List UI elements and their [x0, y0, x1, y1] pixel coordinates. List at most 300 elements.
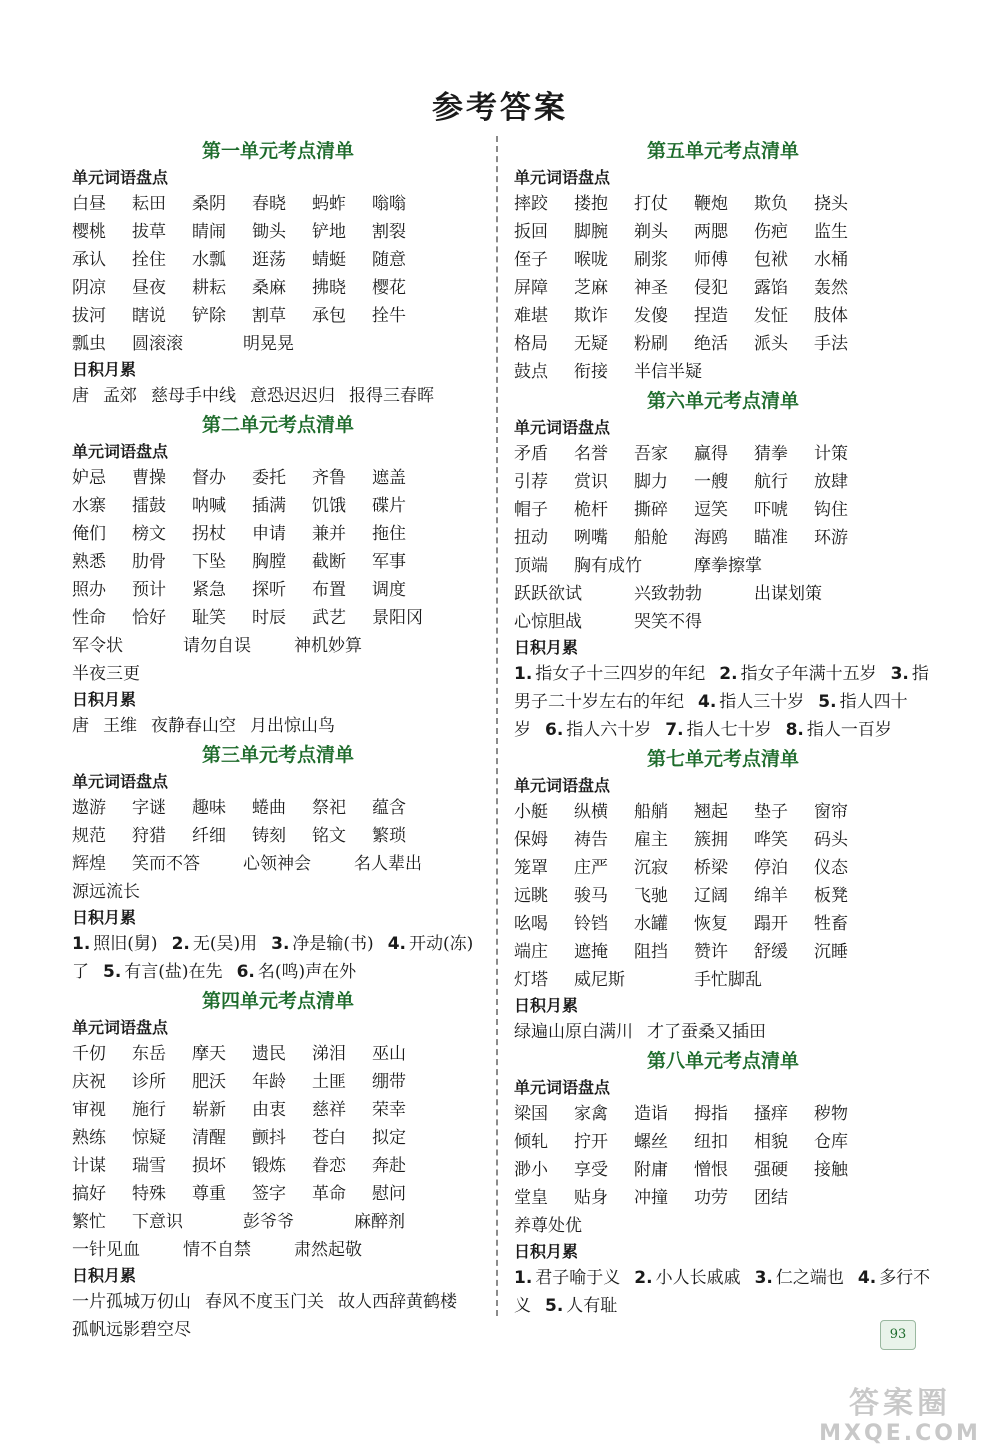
- vocab-word: 清醒: [192, 1128, 226, 1148]
- vocab-word: 性命: [72, 608, 106, 628]
- answer-text: 指人三十岁: [719, 692, 805, 712]
- vocab-word: 武艺: [312, 608, 346, 628]
- watermark-logo: [806, 1386, 994, 1450]
- answer-section: [514, 744, 932, 1046]
- vocab-word: 粉刷: [634, 334, 668, 354]
- column-divider: [496, 136, 498, 1316]
- vocab-word: 刷浆: [634, 250, 668, 270]
- vocab-word: 施行: [132, 1100, 166, 1120]
- vocab-word: 露馅: [754, 278, 788, 298]
- answer-number: 7.: [665, 720, 684, 740]
- vocab-word: 春晓: [252, 194, 286, 214]
- vocab-word: 土匪: [312, 1072, 346, 1092]
- vocab-word: 耘田: [132, 194, 166, 214]
- vocab-word: 申请: [252, 524, 286, 544]
- accumulation-item: 报得三春晖: [349, 386, 434, 406]
- vocab-word: 保姆: [514, 830, 548, 850]
- accumulation-item: 孟郊: [103, 386, 137, 406]
- vocab-word: 扭动: [514, 528, 548, 548]
- vocab-word: 肋骨: [132, 552, 166, 572]
- vocab-word: 放肆: [814, 472, 848, 492]
- vocab-word: 辽阔: [694, 886, 728, 906]
- vocab-word: 插满: [252, 496, 286, 516]
- vocab-word: 损坏: [192, 1156, 226, 1176]
- vocab-word: 养尊处优: [514, 1216, 582, 1236]
- vocab-word: 字谜: [132, 798, 166, 818]
- answer-number: 3.: [754, 1268, 773, 1288]
- vocab-word: 慰问: [372, 1184, 406, 1204]
- vocab-word: 庄严: [574, 858, 608, 878]
- vocab-word: 割裂: [372, 222, 406, 242]
- vocab-word: 源远流长: [72, 882, 140, 902]
- vocab-word: 名誉: [574, 444, 608, 464]
- vocab-word: 名人辈出: [354, 854, 422, 874]
- vocab-word: 摩拳擦掌: [694, 556, 762, 576]
- answer-section: [72, 410, 484, 740]
- vocab-word: 倾轧: [514, 1132, 548, 1152]
- vocab-word: 堂皇: [514, 1188, 548, 1208]
- vocab-word: 哭笑不得: [634, 612, 702, 632]
- answer-text: 指男子二十岁左右的年纪: [514, 664, 929, 712]
- vocab-word: 彭爷爷: [243, 1212, 294, 1232]
- answer-number: 1.: [72, 934, 91, 954]
- section-title: 第二单元考点清单: [201, 414, 354, 436]
- vocab-word: 脚力: [634, 472, 668, 492]
- vocab-word: 樱花: [372, 278, 406, 298]
- vocab-word: 签字: [252, 1184, 286, 1204]
- vocab-word: 欺负: [754, 194, 788, 214]
- accumulation-item: 才了蚕桑又插田: [647, 1022, 766, 1042]
- numbered-answer: [545, 720, 651, 740]
- vocab-word: 仪态: [814, 858, 848, 878]
- vocab-word: 涕泪: [312, 1044, 346, 1064]
- vocab-word: 绷带: [372, 1072, 406, 1092]
- vocab-word: 肃然起敬: [294, 1240, 362, 1260]
- vocab-word: 监生: [814, 222, 848, 242]
- vocab-word: 蹋开: [754, 914, 788, 934]
- answer-text: 有言(盐)在先: [124, 962, 223, 982]
- answer-number: 3.: [271, 934, 290, 954]
- answer-text: 小人长戚戚: [655, 1268, 741, 1288]
- answer-text: 净是输(书): [292, 934, 374, 954]
- vocab-word: 惊疑: [132, 1128, 166, 1148]
- vocab-word: 家禽: [574, 1104, 608, 1124]
- vocab-word: 灯塔: [514, 970, 548, 990]
- vocab-word: 辉煌: [72, 854, 106, 874]
- word-grid: [514, 440, 932, 636]
- vocab-word: 铲地: [312, 222, 346, 242]
- vocab-word: 耕耘: [192, 278, 226, 298]
- vocab-word: 一艘: [694, 472, 728, 492]
- vocab-word: 照办: [72, 580, 106, 600]
- vocab-word: 相貌: [754, 1132, 788, 1152]
- vocab-word: 轰然: [814, 278, 848, 298]
- vocab-word: 祭祀: [312, 798, 346, 818]
- vocab-word: 铭文: [312, 826, 346, 846]
- accumulation-item: 唐: [72, 716, 89, 736]
- vocab-word: 引荐: [514, 472, 548, 492]
- vocab-word: 承认: [72, 250, 106, 270]
- vocab-word: 瓢虫: [72, 334, 106, 354]
- answer-text: 指人四十岁: [514, 692, 908, 740]
- vocab-word: 巫山: [372, 1044, 406, 1064]
- answer-number: 6.: [545, 720, 564, 740]
- vocab-word: 睛闹: [192, 222, 226, 242]
- vocab-word: 繁琐: [372, 826, 406, 846]
- answer-text: 照旧(舅): [93, 934, 158, 954]
- vocab-word: 荣幸: [372, 1100, 406, 1120]
- vocab-word: 一针见血: [72, 1240, 140, 1260]
- word-grid: [72, 464, 484, 688]
- vocab-word: 矛盾: [514, 444, 548, 464]
- answer-number: 2.: [171, 934, 190, 954]
- section-title: 第三单元考点清单: [201, 744, 354, 766]
- vocab-word: 兴致勃勃: [634, 584, 702, 604]
- vocab-word: 水瓢: [192, 250, 226, 270]
- answer-text: 开动(冻)了: [72, 934, 474, 982]
- vocab-word: 拖住: [372, 524, 406, 544]
- vocab-word: 割草: [252, 306, 286, 326]
- vocab-word: 遨游: [72, 798, 106, 818]
- vocab-word: 包袱: [754, 250, 788, 270]
- accumulation-text: [514, 1018, 932, 1046]
- vocab-word: 绝活: [694, 334, 728, 354]
- vocab-word: 庆祝: [72, 1072, 106, 1092]
- vocab-word: 冲撞: [634, 1188, 668, 1208]
- vocab-word: 格局: [514, 334, 548, 354]
- vocab-word: 紧急: [192, 580, 226, 600]
- vocab-word: 阻挡: [634, 942, 668, 962]
- section-title: 第四单元考点清单: [201, 990, 354, 1012]
- vocab-word: 桑麻: [252, 278, 286, 298]
- vocab-word: 恰好: [132, 608, 166, 628]
- vocab-word: 出谋划策: [754, 584, 822, 604]
- vocab-word: 蚂蚱: [312, 194, 346, 214]
- answer-number: 5.: [818, 692, 837, 712]
- word-grid: [514, 1100, 932, 1240]
- vocab-word: 梁国: [514, 1104, 548, 1124]
- vocab-word: 承包: [312, 306, 346, 326]
- answer-section: [514, 386, 932, 744]
- numbered-answer: [172, 934, 258, 954]
- vocab-word: 派头: [754, 334, 788, 354]
- vocab-word: 手忙脚乱: [694, 970, 762, 990]
- word-grid: [514, 190, 932, 386]
- words-heading: 单元词语盘点: [514, 776, 611, 795]
- vocab-word: 端庄: [514, 942, 548, 962]
- vocab-word: 慈祥: [312, 1100, 346, 1120]
- vocab-word: 强硬: [754, 1160, 788, 1180]
- vocab-word: 截断: [312, 552, 346, 572]
- vocab-word: 耻笑: [192, 608, 226, 628]
- answer-text: 指人六十岁: [566, 720, 652, 740]
- vocab-word: 革命: [312, 1184, 346, 1204]
- answer-number: 8.: [785, 720, 804, 740]
- vocab-word: 牲畜: [814, 914, 848, 934]
- numbered-answer: [514, 1268, 620, 1288]
- word-grid: [72, 1040, 484, 1264]
- extra-heading: 日积月累: [514, 638, 579, 657]
- vocab-word: 团结: [754, 1188, 788, 1208]
- vocab-word: 蜷曲: [252, 798, 286, 818]
- answer-number: 1.: [514, 1268, 533, 1288]
- numbered-answer: [514, 664, 705, 684]
- vocab-word: 昼夜: [132, 278, 166, 298]
- vocab-word: 神圣: [634, 278, 668, 298]
- answer-section: [514, 136, 932, 386]
- answer-text: 仁之端也: [775, 1268, 844, 1288]
- vocab-word: 无疑: [574, 334, 608, 354]
- vocab-word: 环游: [814, 528, 848, 548]
- vocab-word: 熟悉: [72, 552, 106, 572]
- words-heading: 单元词语盘点: [72, 772, 169, 791]
- vocab-word: 咧嘴: [574, 528, 608, 548]
- vocab-word: 麻醉剂: [354, 1212, 405, 1232]
- answer-section: [72, 136, 484, 410]
- vocab-word: 享受: [574, 1160, 608, 1180]
- page-number-badge: 93: [880, 1320, 916, 1350]
- vocab-word: 拴牛: [372, 306, 406, 326]
- vocab-word: 海鸥: [694, 528, 728, 548]
- accumulation-item: 绿遍山原白满川: [514, 1022, 633, 1042]
- accumulation-text: [514, 1264, 932, 1320]
- vocab-word: 曹操: [132, 468, 166, 488]
- answer-number: 6.: [236, 962, 255, 982]
- vocab-word: 遮盖: [372, 468, 406, 488]
- accumulation-item: 唐: [72, 386, 89, 406]
- vocab-word: 探听: [252, 580, 286, 600]
- vocab-word: 景阳冈: [372, 608, 423, 628]
- words-heading: 单元词语盘点: [514, 418, 611, 437]
- vocab-word: 胸膛: [252, 552, 286, 572]
- vocab-word: 侄子: [514, 250, 548, 270]
- vocab-word: 附庸: [634, 1160, 668, 1180]
- vocab-word: 簇拥: [694, 830, 728, 850]
- accumulation-item: 慈母手中线: [151, 386, 236, 406]
- vocab-word: 赏识: [574, 472, 608, 492]
- answer-text: 指人一百岁: [806, 720, 892, 740]
- vocab-word: 齐鲁: [312, 468, 346, 488]
- vocab-word: 饥饿: [312, 496, 346, 516]
- vocab-word: 计谋: [72, 1156, 106, 1176]
- vocab-word: 骏马: [574, 886, 608, 906]
- vocab-word: 调度: [372, 580, 406, 600]
- vocab-word: 打仗: [634, 194, 668, 214]
- vocab-word: 摔跤: [514, 194, 548, 214]
- vocab-word: 颤抖: [252, 1128, 286, 1148]
- extra-heading: 日积月累: [72, 1266, 137, 1285]
- accumulation-text: [514, 660, 932, 744]
- vocab-word: 请勿自误: [183, 636, 251, 656]
- section-title: 第六单元考点清单: [646, 390, 799, 412]
- numbered-answer: [72, 934, 158, 954]
- accumulation-item: 月出惊山鸟: [250, 716, 335, 736]
- vocab-word: 拔草: [132, 222, 166, 242]
- vocab-word: 芝麻: [574, 278, 608, 298]
- vocab-word: 拇指: [694, 1104, 728, 1124]
- words-heading: 单元词语盘点: [514, 168, 611, 187]
- words-heading: 单元词语盘点: [72, 168, 169, 187]
- accumulation-text: [72, 930, 484, 986]
- vocab-word: 欺诈: [574, 306, 608, 326]
- left-column: [72, 136, 484, 1344]
- vocab-word: 搔痒: [754, 1104, 788, 1124]
- vocab-word: 心惊胆战: [514, 612, 582, 632]
- vocab-word: 脚腕: [574, 222, 608, 242]
- vocab-word: 搂抱: [574, 194, 608, 214]
- vocab-word: 鼓点: [514, 362, 548, 382]
- words-heading: 单元词语盘点: [72, 442, 169, 461]
- numbered-answer: [545, 1296, 617, 1316]
- vocab-word: 嗡嗡: [372, 194, 406, 214]
- vocab-word: 铲除: [192, 306, 226, 326]
- vocab-word: 舒缓: [754, 942, 788, 962]
- vocab-word: 神机妙算: [294, 636, 362, 656]
- vocab-word: 白昼: [72, 194, 106, 214]
- section-title: 第一单元考点清单: [201, 140, 354, 162]
- vocab-word: 督办: [192, 468, 226, 488]
- vocab-word: 船舱: [634, 528, 668, 548]
- vocab-word: 钩住: [814, 500, 848, 520]
- answer-number: 1.: [514, 664, 533, 684]
- vocab-word: 两腮: [694, 222, 728, 242]
- vocab-word: 飞驰: [634, 886, 668, 906]
- accumulation-item: 春风不度玉门关: [205, 1292, 324, 1312]
- page-title: 参考答案: [432, 90, 568, 126]
- vocab-word: 蜻蜓: [312, 250, 346, 270]
- vocab-word: 垫子: [754, 802, 788, 822]
- vocab-word: 水罐: [634, 914, 668, 934]
- vocab-word: 瞄准: [754, 528, 788, 548]
- answer-number: 5.: [545, 1296, 564, 1316]
- answer-number: 3.: [890, 664, 909, 684]
- vocab-word: 祷告: [574, 830, 608, 850]
- vocab-word: 特殊: [132, 1184, 166, 1204]
- vocab-word: 时辰: [252, 608, 286, 628]
- answer-number: 4.: [387, 934, 406, 954]
- vocab-word: 随意: [372, 250, 406, 270]
- watermark-text: 答案圈: [849, 1386, 951, 1421]
- vocab-word: 板凳: [814, 886, 848, 906]
- vocab-word: 阴凉: [72, 278, 106, 298]
- vocab-word: 造诣: [634, 1104, 668, 1124]
- vocab-word: 威尼斯: [574, 970, 625, 990]
- extra-heading: 日积月累: [514, 1242, 579, 1261]
- vocab-word: 苍白: [312, 1128, 346, 1148]
- vocab-word: 渺小: [514, 1160, 548, 1180]
- vocab-word: 由衷: [252, 1100, 286, 1120]
- vocab-word: 恢复: [694, 914, 728, 934]
- vocab-word: 逗笑: [694, 500, 728, 520]
- vocab-word: 顶端: [514, 556, 548, 576]
- vocab-word: 桑阴: [192, 194, 226, 214]
- vocab-word: 胸有成竹: [574, 556, 642, 576]
- vocab-word: 停泊: [754, 858, 788, 878]
- vocab-word: 哗笑: [754, 830, 788, 850]
- vocab-word: 发怔: [754, 306, 788, 326]
- vocab-word: 肢体: [814, 306, 848, 326]
- vocab-word: 赞许: [694, 942, 728, 962]
- words-heading: 单元词语盘点: [72, 1018, 169, 1037]
- vocab-word: 航行: [754, 472, 788, 492]
- vocab-word: 逛荡: [252, 250, 286, 270]
- vocab-word: 擂鼓: [132, 496, 166, 516]
- numbered-answer: [103, 962, 223, 982]
- vocab-word: 纵横: [574, 802, 608, 822]
- vocab-word: 遮掩: [574, 942, 608, 962]
- vocab-word: 屏障: [514, 278, 548, 298]
- vocab-word: 预计: [132, 580, 166, 600]
- vocab-word: 东岳: [132, 1044, 166, 1064]
- numbered-answer: [665, 720, 771, 740]
- vocab-word: 狩猎: [132, 826, 166, 846]
- vocab-word: 窗帘: [814, 802, 848, 822]
- vocab-word: 趣味: [192, 798, 226, 818]
- answer-text: 多行不义: [514, 1268, 931, 1316]
- vocab-word: 樱桃: [72, 222, 106, 242]
- vocab-word: 难堪: [514, 306, 548, 326]
- vocab-word: 剃头: [634, 222, 668, 242]
- numbered-answer: [698, 692, 804, 712]
- vocab-word: 船艄: [634, 802, 668, 822]
- vocab-word: 绵羊: [754, 886, 788, 906]
- vocab-word: 衔接: [574, 362, 608, 382]
- numbered-answer: [755, 1268, 844, 1288]
- vocab-word: 沉寂: [634, 858, 668, 878]
- vocab-word: 拟定: [372, 1128, 406, 1148]
- vocab-word: 铸刻: [252, 826, 286, 846]
- accumulation-text: [72, 1288, 484, 1344]
- accumulation-item: 意恐迟迟归: [250, 386, 335, 406]
- vocab-word: 桅杆: [574, 500, 608, 520]
- answer-text: 无(吴)用: [192, 934, 258, 954]
- vocab-word: 眷恋: [312, 1156, 346, 1176]
- vocab-word: 沉睡: [814, 942, 848, 962]
- vocab-word: 水桶: [814, 250, 848, 270]
- word-grid: [72, 190, 484, 358]
- vocab-word: 挠头: [814, 194, 848, 214]
- numbered-answer: [271, 934, 374, 954]
- word-grid: [72, 794, 484, 906]
- vocab-word: 赢得: [694, 444, 728, 464]
- vocab-word: 憎恨: [694, 1160, 728, 1180]
- vocab-word: 千仞: [72, 1044, 106, 1064]
- vocab-word: 瞎说: [132, 306, 166, 326]
- vocab-word: 情不自禁: [183, 1240, 251, 1260]
- accumulation-item: 一片孤城万仞山: [72, 1292, 191, 1312]
- extra-heading: 日积月累: [72, 690, 137, 709]
- vocab-word: 明晃晃: [243, 334, 294, 354]
- vocab-word: 吾家: [634, 444, 668, 464]
- answer-number: 4.: [698, 692, 717, 712]
- accumulation-text: [72, 382, 484, 410]
- vocab-word: 崭新: [192, 1100, 226, 1120]
- vocab-word: 拂晓: [312, 278, 346, 298]
- vocab-word: 远眺: [514, 886, 548, 906]
- vocab-word: 吓唬: [754, 500, 788, 520]
- answer-number: 2.: [634, 1268, 653, 1288]
- vocab-word: 肥沃: [192, 1072, 226, 1092]
- vocab-word: 年龄: [252, 1072, 286, 1092]
- watermark-url: MXQE.COM: [819, 1421, 981, 1446]
- answer-number: 2.: [719, 664, 738, 684]
- accumulation-text: [72, 712, 484, 740]
- vocab-word: 翘起: [694, 802, 728, 822]
- words-heading: 单元词语盘点: [514, 1078, 611, 1097]
- right-column: [514, 136, 932, 1320]
- vocab-word: 螺丝: [634, 1132, 668, 1152]
- vocab-word: 熟练: [72, 1128, 106, 1148]
